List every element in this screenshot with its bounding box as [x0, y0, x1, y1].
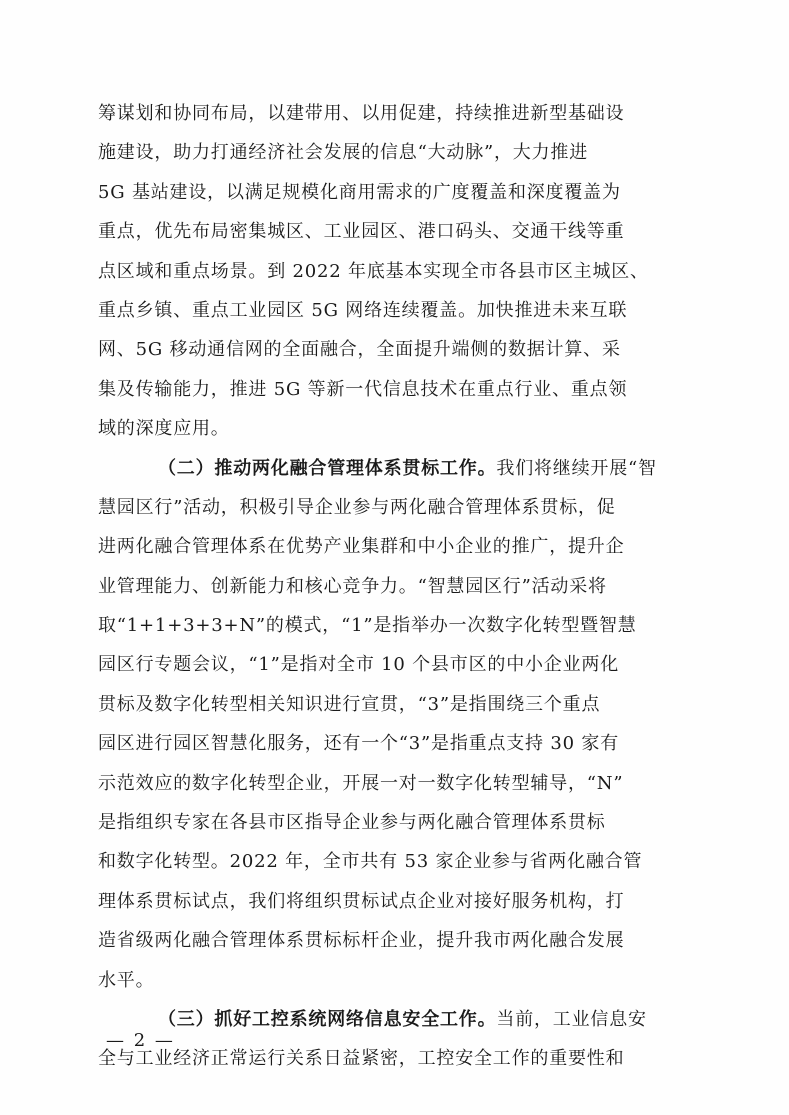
text-line: 施建设，助力打通经济社会发展的信息“大动脉”，大力推进 — [98, 142, 589, 164]
text-line: 点区域和重点场景。到 2022 年底基本实现全市各县市区主城区、 — [98, 260, 649, 282]
text-line: 全与工业经济正常运行关系日益紧密，工控安全工作的重要性和 — [98, 1048, 625, 1070]
text-line: 网、5G 移动通信网的全面融合，全面提升端侧的数据计算、采 — [98, 339, 621, 361]
text-line: 筹谋划和协同布局，以建带用、以用促建，持续推进新型基础设 — [98, 103, 625, 124]
text-line: 5G 基站建设，以满足规模化商用需求的广度覆盖和深度覆盖为 — [98, 181, 621, 203]
text-line: 园区行专题会议，“1”是指对全市 10 个县市区的中小企业两化 — [98, 654, 620, 676]
section-2-intro: 我们将继续开展“智 — [496, 457, 657, 479]
text-line: 重点，优先布局密集城区、工业园区、港口码头、交通干线等重 — [98, 221, 625, 243]
text-line: 水平。 — [98, 969, 155, 991]
page-number: — 2 — — [106, 1030, 175, 1051]
text-line: 域的深度应用。 — [98, 418, 230, 440]
text-line: 示范效应的数字化转型企业，开展一对一数字化转型辅导，“N” — [98, 772, 624, 794]
section-2-first-line — [98, 449, 698, 488]
text-line: 园区进行园区智慧化服务，还有一个“3”是指重点支持 30 家有 — [98, 733, 620, 755]
text-line: 业管理能力、创新能力和核心竞争力。“智慧园区行”活动采将 — [98, 575, 607, 597]
body-text — [98, 94, 698, 1079]
text-line: 取“1+1+3+3+N”的模式，“1”是指举办一次数字化转型暨智慧 — [98, 615, 637, 637]
text-line: 集及传输能力，推进 5G 等新一代信息技术在重点行业、重点领 — [98, 378, 628, 400]
text-line: 造省级两化融合管理体系贯标标杆企业，提升我市两化融合发展 — [98, 930, 625, 952]
text-line: 重点乡镇、重点工业园区 5G 网络连续覆盖。加快推进未来互联 — [98, 299, 628, 321]
text-line: 和数字化转型。2022 年，全市共有 53 家企业参与省两化融合管 — [98, 851, 643, 873]
section-3-heading: （三）抓好工控系统网络信息安全工作。 — [158, 1008, 497, 1030]
text-line: 是指组织专家在各县市区指导企业参与两化融合管理体系贯标 — [98, 812, 606, 834]
text-line: 贯标及数字化转型相关知识进行宣贯，“3”是指围绕三个重点 — [98, 693, 601, 715]
section-3-first-line — [98, 1000, 698, 1039]
text-line: 理体系贯标试点，我们将组织贯标试点企业对接好服务机构，打 — [98, 890, 625, 912]
text-line: 慧园区行”活动，积极引导企业参与两化融合管理体系贯标，促 — [98, 496, 616, 518]
section-2-heading: （二）推动两化融合管理体系贯标工作。 — [158, 457, 497, 479]
text-line: 进两化融合管理体系在优势产业集群和中小企业的推广，提升企 — [98, 536, 625, 558]
section-3-intro: 当前，工业信息安 — [496, 1008, 647, 1030]
